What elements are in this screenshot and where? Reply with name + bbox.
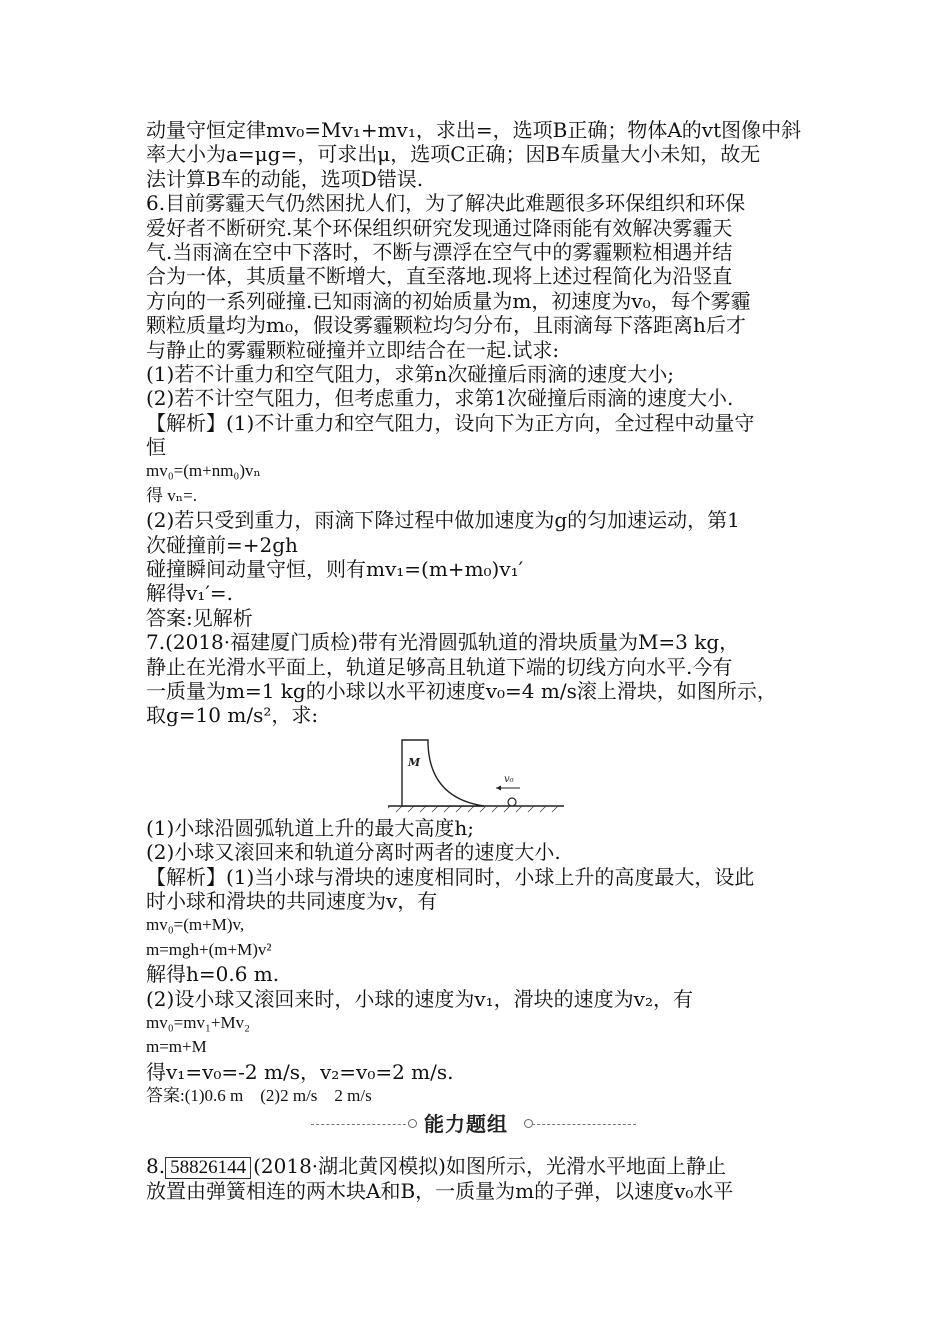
text-line: m=mgh+(m+M)v² [146, 939, 272, 959]
text-line: (1)小球沿圆弧轨道上升的最大高度h; [146, 815, 474, 840]
text-line: 得 vₙ=. [146, 485, 197, 505]
text-line: 法计算B车的动能，选项D错误. [146, 166, 424, 191]
text-line: mv₀=mv₁+Mv₂ [146, 1012, 251, 1032]
text-line: 6.目前雾霾天气仍然困扰人们，为了解决此难题很多环保组织和环保 [146, 191, 746, 216]
text-line: 率大小为a=μg=，可求出μ，选项C正确；因B车质量大小未知，故无 [146, 142, 761, 167]
velocity-label: v₀ [504, 773, 514, 785]
text-line: 恒 [146, 435, 166, 460]
text-line: 解得v₁′=. [146, 581, 233, 606]
q8-line-2: 放置由弹簧相连的两木块A和B，一质量为m的子弹，以速度v₀水平 [146, 1178, 734, 1203]
text-block-2 [146, 816, 826, 1109]
text-line: 气.当雨滴在空中下落时，不断与漂浮在空气中的雾霾颗粒相遇并结 [146, 239, 733, 264]
text-line: 7.(2018·福建厦门质检)带有光滑圆弧轨道的滑块质量为M=3 kg， [146, 630, 740, 655]
text-line: (2)设小球又滚回来时，小球的速度为v₁，滑块的速度为v₂，有 [146, 986, 693, 1011]
text-line: 次碰撞前=+2gh [146, 532, 298, 557]
text-line: m=m+M [146, 1037, 207, 1057]
block-mass-label: M [408, 755, 421, 769]
slider-block-diagram [388, 736, 588, 816]
question-id-box: 58826144 [165, 1157, 251, 1179]
text-line: (1)若不计重力和空气阻力，求第n次碰撞后雨滴的速度大小; [146, 361, 674, 386]
text-block-1 [146, 118, 826, 728]
divider-dot-left [408, 1119, 417, 1128]
text-line: 答案:见解析 [146, 605, 253, 630]
text-line: 碰撞瞬间动量守恒，则有mv₁=(m+m₀)v₁′ [146, 557, 524, 582]
q8-line-1: 8. 58826144 (2018·湖北黄冈模拟)如图所示，光滑水平地面上静止 [146, 1154, 726, 1179]
text-line: (2)若不计空气阻力，但考虑重力，求第1次碰撞后雨滴的速度大小. [146, 386, 734, 411]
text-line: mv₀=(m+nm₀)vₙ [146, 461, 261, 481]
text-line: 静止在光滑水平面上，轨道足够高且轨道下端的切线方向水平.今有 [146, 654, 733, 679]
text-line: 解得h=0.6 m. [146, 962, 280, 987]
text-line: 答案:(1)0.6 m (2)2 m/s 2 m/s [146, 1086, 372, 1106]
text-line: 颗粒质量均为m₀，假设雾霾颗粒均匀分布，且雨滴每下落距离h后才 [146, 313, 746, 338]
text-line: 爱好者不断研究.某个环保组织研究发现通过降雨能有效解决雾霾天 [146, 215, 733, 240]
text-line: 合为一体，其质量不断增大，直至落地.现将上述过程简化为沿竖直 [146, 264, 733, 289]
text-line: 一质量为m=1 kg的小球以水平初速度v₀=4 m/s滚上滑块，如图所示， [146, 678, 777, 703]
section-title: 能力题组 [424, 1112, 508, 1137]
text-line: 时小球和滑块的共同速度为v，有 [146, 888, 438, 913]
ball [508, 798, 516, 806]
text-line: 得v₁=v₀=-2 m/s，v₂=v₀=2 m/s. [146, 1059, 454, 1084]
text-line: 【解析】(1)当小球与滑块的速度相同时，小球上升的高度最大，设此 [146, 864, 755, 889]
text-line: 取g=10 m/s²，求: [146, 703, 319, 728]
text-line: (2)若只受到重力，雨滴下降过程中做加速度为g的匀加速运动，第1 [146, 508, 740, 533]
text-line: mv₀=(m+M)v, [146, 915, 245, 935]
text-line: (2)小球又滚回来和轨道分离时两者的速度大小. [146, 840, 561, 865]
document-page [146, 118, 826, 1203]
text-line: 动量守恒定律mv₀=Mv₁+mv₁，求出=，选项B正确；物体A的vt图像中斜 [146, 118, 802, 142]
figure-slider-block [146, 728, 826, 816]
section-divider [146, 1110, 826, 1144]
text-line: 方向的一系列碰撞.已知雨滴的初始质量为m，初速度为v₀，每个雾霾 [146, 288, 751, 313]
text-line: 与静止的雾霾颗粒碰撞并立即结合在一起.试求: [146, 337, 560, 362]
text-line: 【解析】(1)不计重力和空气阻力，设向下为正方向，全过程中动量守 [146, 410, 755, 435]
